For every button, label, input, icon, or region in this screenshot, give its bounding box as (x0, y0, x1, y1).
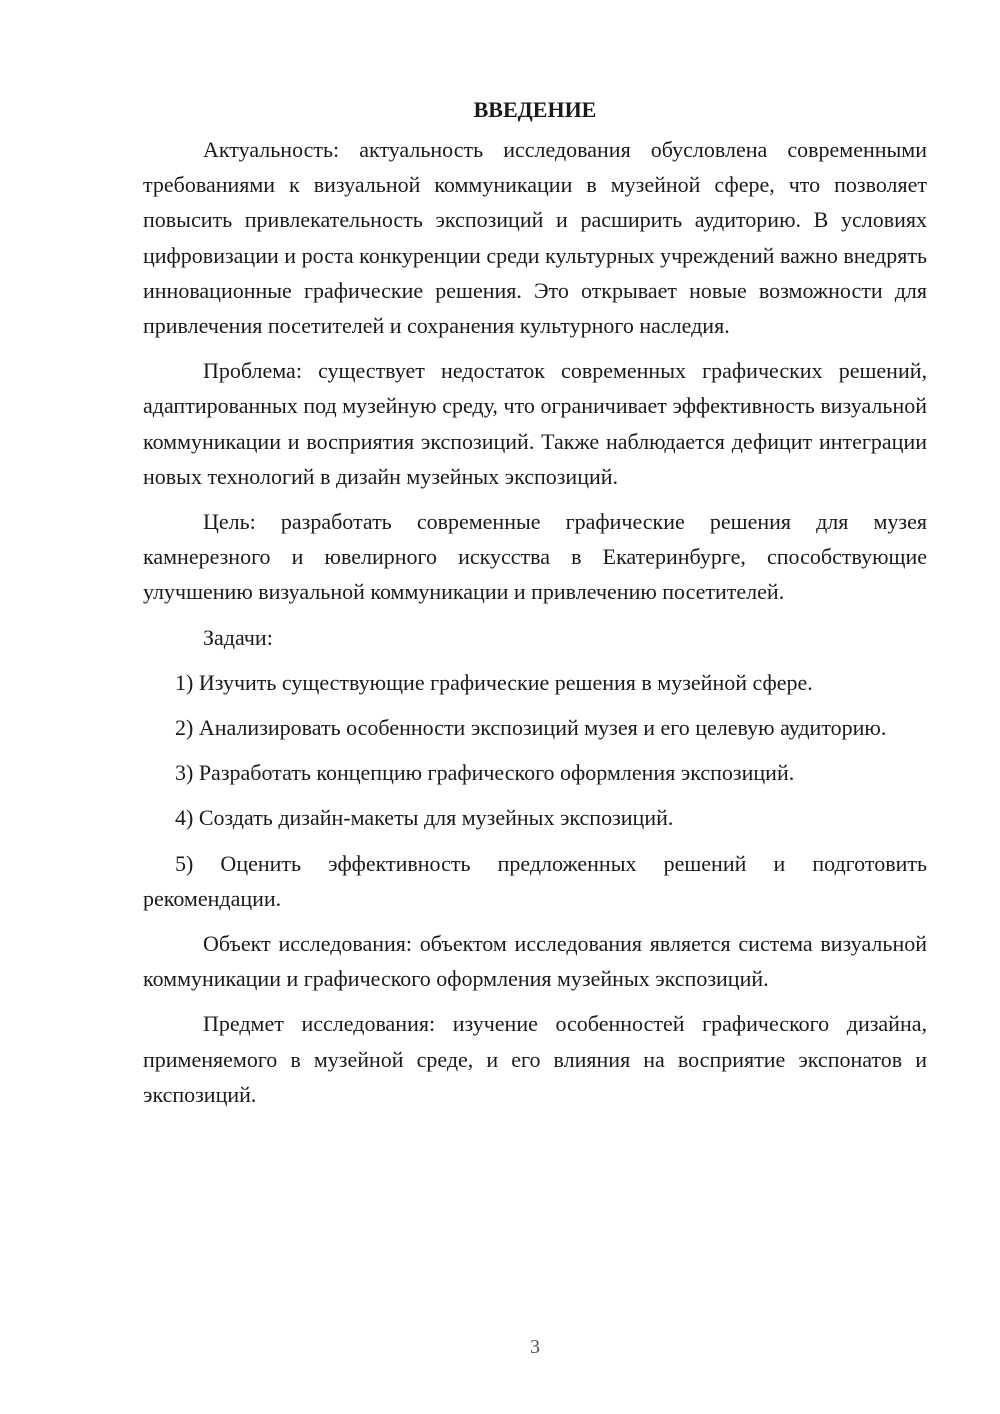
paragraph-relevance: Актуальность: актуальность исследования обусловлена современными требованиями к визуальной коммуникации в музейной сфере, что позволяет повысить привлекательность экспозиций и расширить аудиторию. В условиях цифровизации и роста конкуренции среди культурных учреждений важно внедрять инновационные графические решения. Это открывает новые возможности для привлечения посетителей и сохранения культурного наследия. (143, 137, 927, 339)
paragraph-object: Объект исследования: объектом исследования является система визуальной коммуникации и графического оформления музейных экспозиций. (143, 931, 927, 992)
task-item-1: 1) Изучить существующие графические решения в музейной сфере. (175, 669, 813, 695)
paragraph-problem: Проблема: существует недостаток современных графических решений, адаптированных под музейную среду, что ограничивает эффективность визуальной коммуникации и восприятия экспозиций. Также наблюдается дефицит интеграции новых технологий в дизайн музейных экспозиций. (143, 358, 927, 489)
document-page (143, 95, 927, 1112)
tasks-heading: Задачи: (203, 624, 273, 650)
task-item-3: 3) Разработать концепцию графического оформления экспозиций. (175, 760, 795, 786)
page-number: 3 (530, 1336, 540, 1358)
task-item-5: 5) Оценить эффективность предложенных решений и подготовить рекомендации. (143, 850, 927, 911)
page-title: ВВЕДЕНИЕ (473, 97, 597, 122)
task-item-4: 4) Создать дизайн-макеты для музейных экспозиций. (175, 805, 674, 831)
paragraph-goal: Цель: разработать современные графические решения для музея камнерезного и ювелирного искусства в Екатеринбурге, способствующие улучшению визуальной коммуникации и привлечению посетителей. (143, 509, 927, 605)
task-item-2: 2) Анализировать особенности экспозиций музея и его целевую аудиторию. (175, 715, 887, 741)
paragraph-subject: Предмет исследования: изучение особенностей графического дизайна, применяемого в музейной среде, и его влияния на восприятие экспонатов и экспозиций. (143, 1011, 927, 1107)
